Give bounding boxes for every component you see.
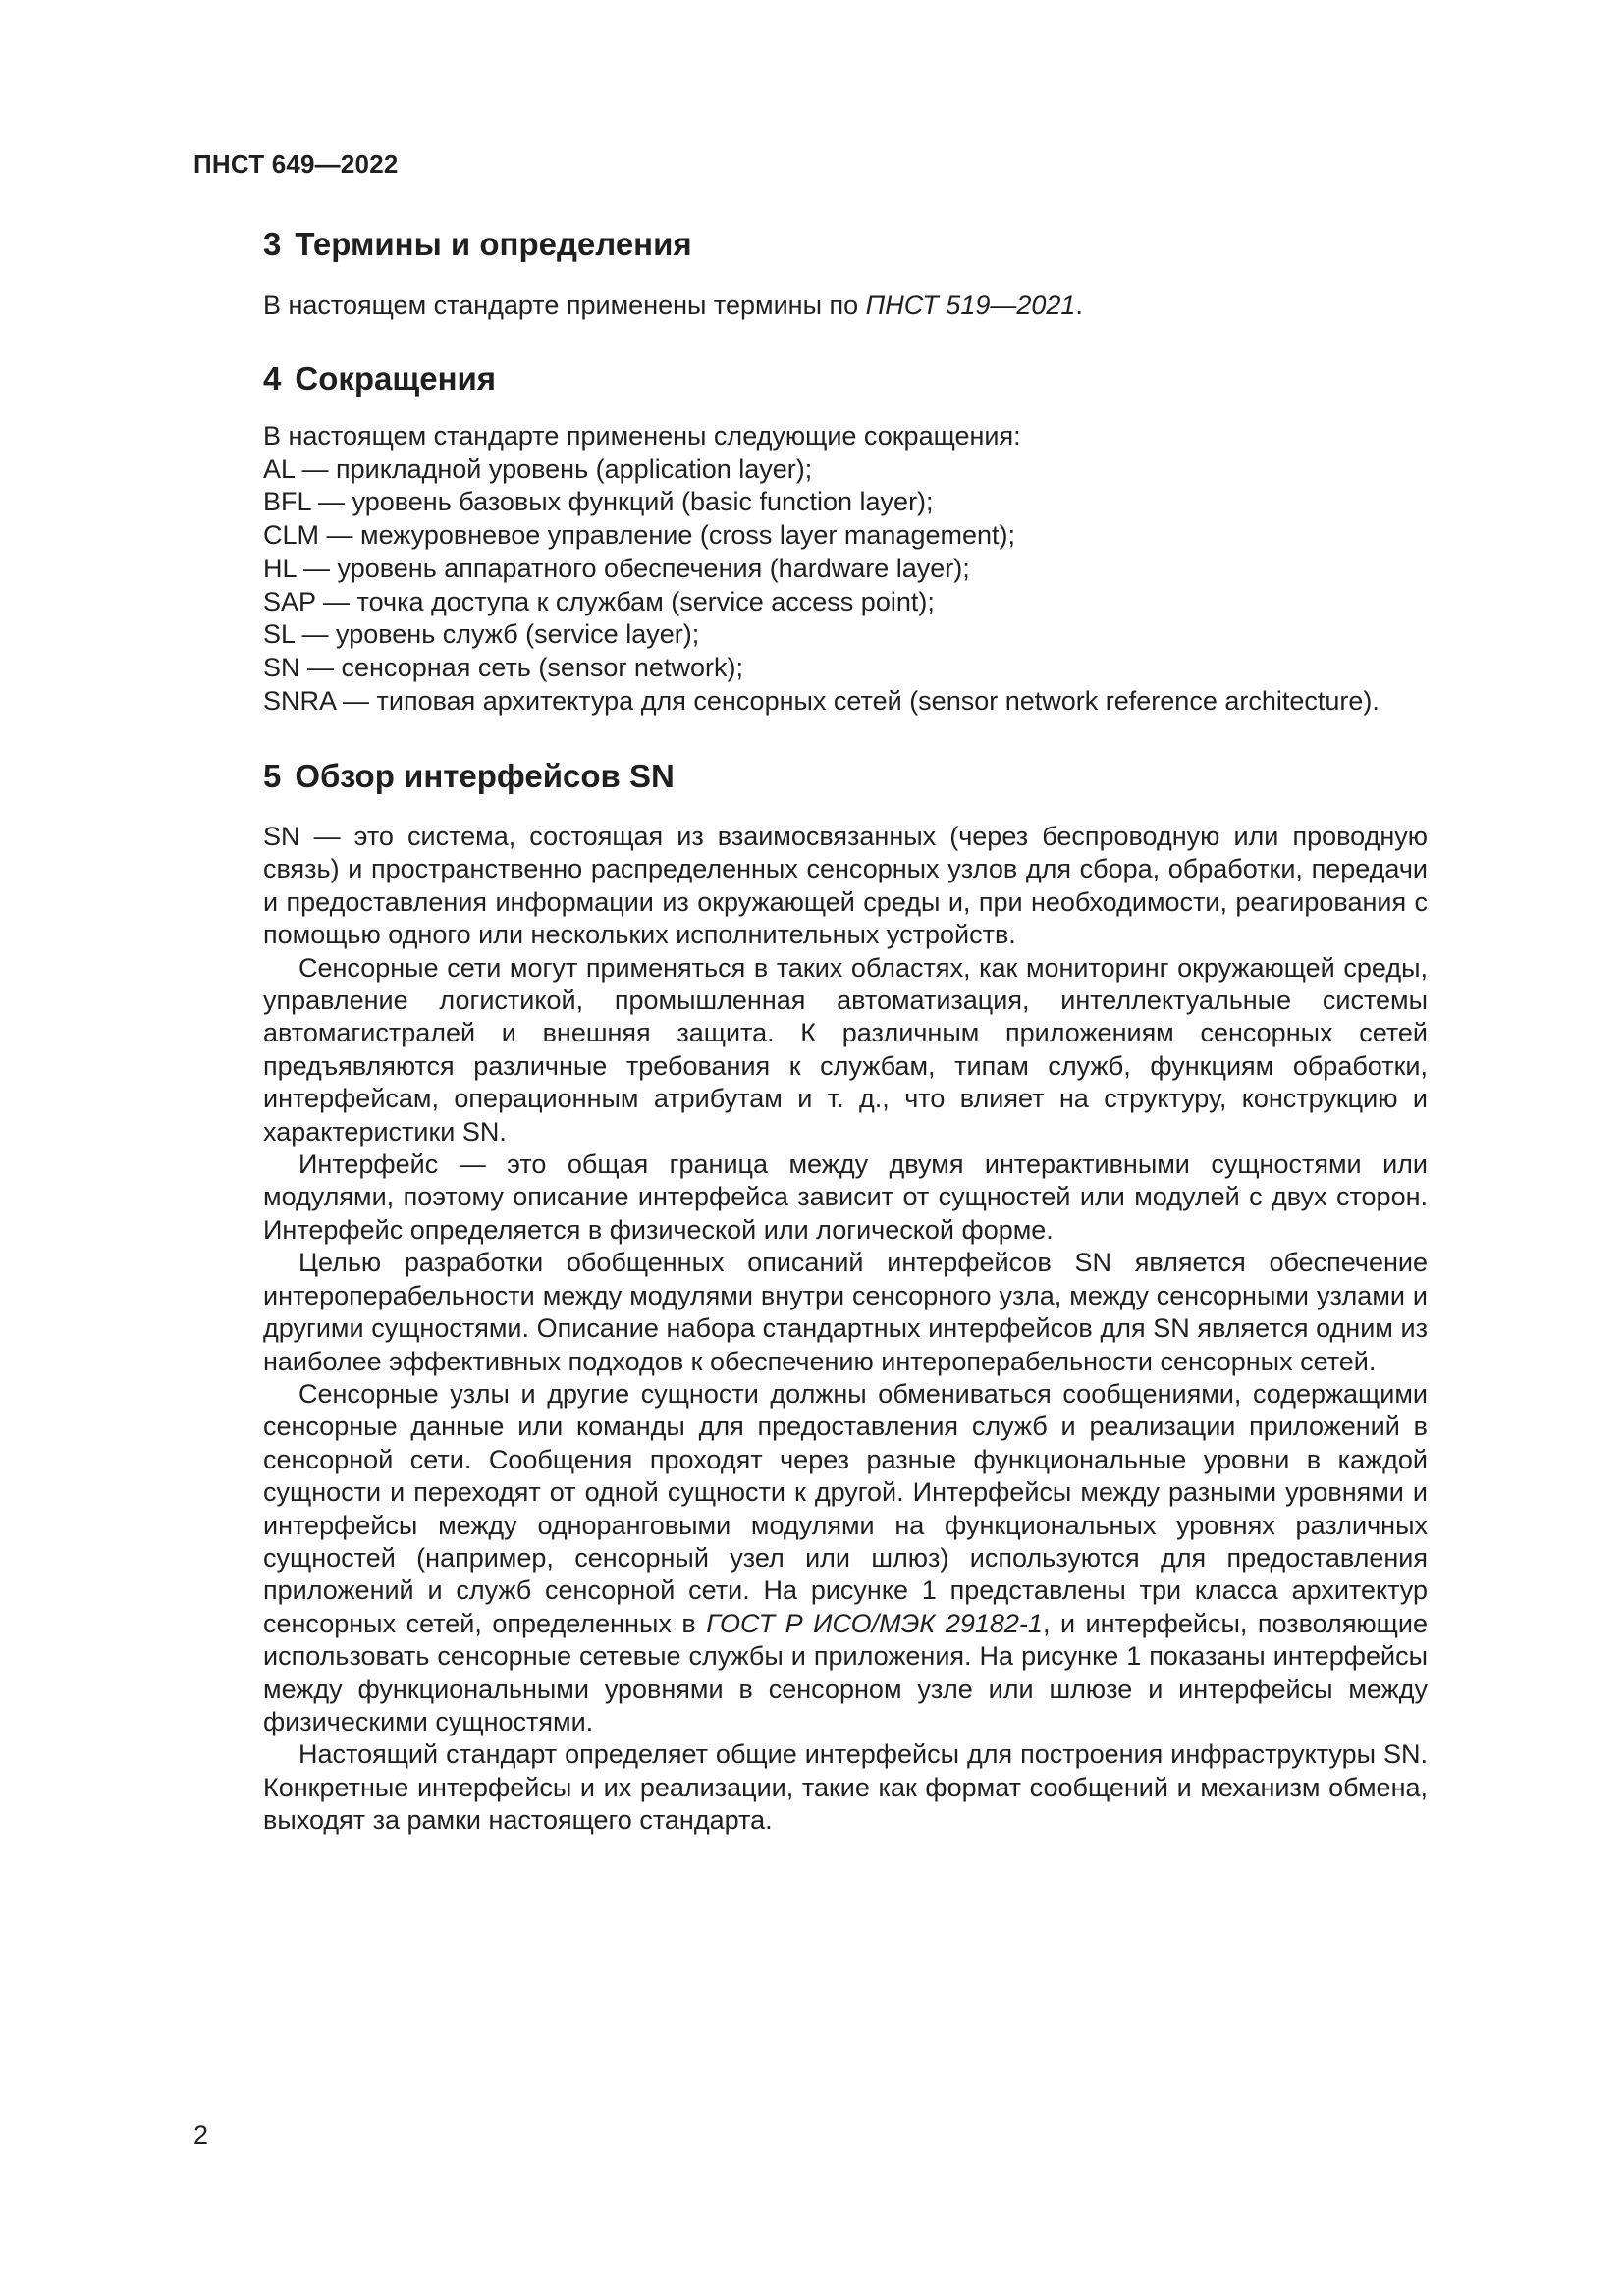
section-5-paragraph-1: SN — это система, состоящая из взаимосвязанных (через беспроводную или проводную связь) и пространственно распределенных сенсорных узлов для сбора, обработки, передачи и предоставления информации из окружающей среды и, при необходимости, реагирования с помощью одного или нескольких исполнительных устройств. <box>263 822 1428 950</box>
abbreviation-item: CLM — межуровневое управление (cross layer management); <box>263 520 1015 551</box>
section-3-text-suffix: . <box>1075 291 1083 320</box>
section-5-paragraph-3: Интерфейс — это общая граница между двумя интерактивными сущностями или модулями, поэтому описание интерфейса зависит от сущностей или модулей с двух сторон. Интерфейс определяется в физической или логической форме. <box>263 1149 1428 1245</box>
abbreviation-item: AL — прикладной уровень (application layer); <box>263 454 813 484</box>
section-5-reference: ГОСТ Р ИСО/МЭК 29182-1 <box>706 1608 1043 1638</box>
section-5-body <box>263 821 1428 1838</box>
section-4-title: Сокращения <box>295 360 497 397</box>
section-3-heading <box>263 226 692 263</box>
abbreviation-item: SN — сенсорная сеть (sensor network); <box>263 652 743 682</box>
abbreviation-item: BFL — уровень базовых функций (basic function layer); <box>263 487 934 517</box>
section-5-number: 5 <box>263 758 282 794</box>
page-number: 2 <box>193 2120 209 2150</box>
document-id: ПНСТ 649—2022 <box>193 149 399 179</box>
section-5-paragraph-5 <box>263 1378 1428 1738</box>
section-5-paragraph-6: Настоящий стандарт определяет общие интерфейсы для построения инфраструктуры SN. Конкретные интерфейсы и их реализации, такие как формат сообщений и механизм обмена, выходят за рамки настоящего стандарта. <box>263 1739 1428 1836</box>
section-5-paragraph-5-part-b: , и интерфейсы, позволяющие использовать сенсорные сетевые службы и приложения. На рисунке 1 показаны интерфейсы между функциональными уровнями в сенсорном узле или шлюзе и интерфейсы между физическими сущностями. <box>263 1608 1428 1736</box>
section-5-paragraph-2-text: Сенсорные сети могут применяться в таких областях, как мониторинг окружающей среды, управление логистикой, промышленная автоматизация, интеллектуальные системы автомагистралей и внешняя защита. К различным приложениям сенсорных сетей предъявляются различные требования к службам, типам служб, функциям обработки, интерфейсам, операционным атрибутам и т. д., что влияет на структуру, конструкцию и характеристики SN. <box>263 952 1428 1147</box>
abbreviation-item: SL — уровень служб (service layer); <box>263 619 700 650</box>
abbreviation-item: SNRA — типовая архитектура для сенсорных сетей (sensor network reference architecture). <box>263 685 1380 716</box>
section-3-reference: ПНСТ 519—2021 <box>865 291 1076 320</box>
section-4-number: 4 <box>263 360 282 397</box>
section-5-heading <box>263 758 675 795</box>
section-3-title: Термины и определения <box>295 226 692 262</box>
section-3-number: 3 <box>263 226 282 262</box>
section-3-text <box>263 289 1083 322</box>
abbreviation-item: HL — уровень аппаратного обеспечения (hardware layer); <box>263 553 970 583</box>
section-5-paragraph-4: Целью разработки обобщенных описаний интерфейсов SN является обеспечение интероперабельности между модулями внутри сенсорного узла, между сенсорными узлами и другими сущностями. Описание набора стандартных интерфейсов для SN является одним из наиболее эффективных подходов к обеспечению интероперабельности сенсорных сетей. <box>263 1248 1428 1376</box>
section-3-text-prefix: В настоящем стандарте применены термины по <box>263 291 866 320</box>
section-5-paragraph-2 <box>263 952 1428 1148</box>
section-4-heading <box>263 360 496 398</box>
section-5-title: Обзор интерфейсов SN <box>295 758 675 794</box>
abbreviation-item: SAP — точка доступа к службам (service access point); <box>263 586 935 616</box>
section-5-paragraph-5-part-a: Сенсорные узлы и другие сущности должны обмениваться сообщениями, содержащими сенсорные данные или команды для предоставления служб и реализации приложений в сенсорной сети. Сообщения проходят через разные функциональные уровни в каждой сущности и переходят от одной сущности к другой. Интерфейсы между разными уровнями и интерфейсы между одноранговыми модулями на функциональных уровнях различных сущностей (например, сенсорный узел или шлюз) используются для предоставления приложений и служб сенсорной сети. На рисунке 1 представлены три класса архитектур сенсорных сетей, определенных в <box>263 1378 1428 1638</box>
abbreviations-list <box>263 420 1380 718</box>
abbreviations-intro: В настоящем стандарте применены следующие сокращения: <box>263 421 1021 451</box>
